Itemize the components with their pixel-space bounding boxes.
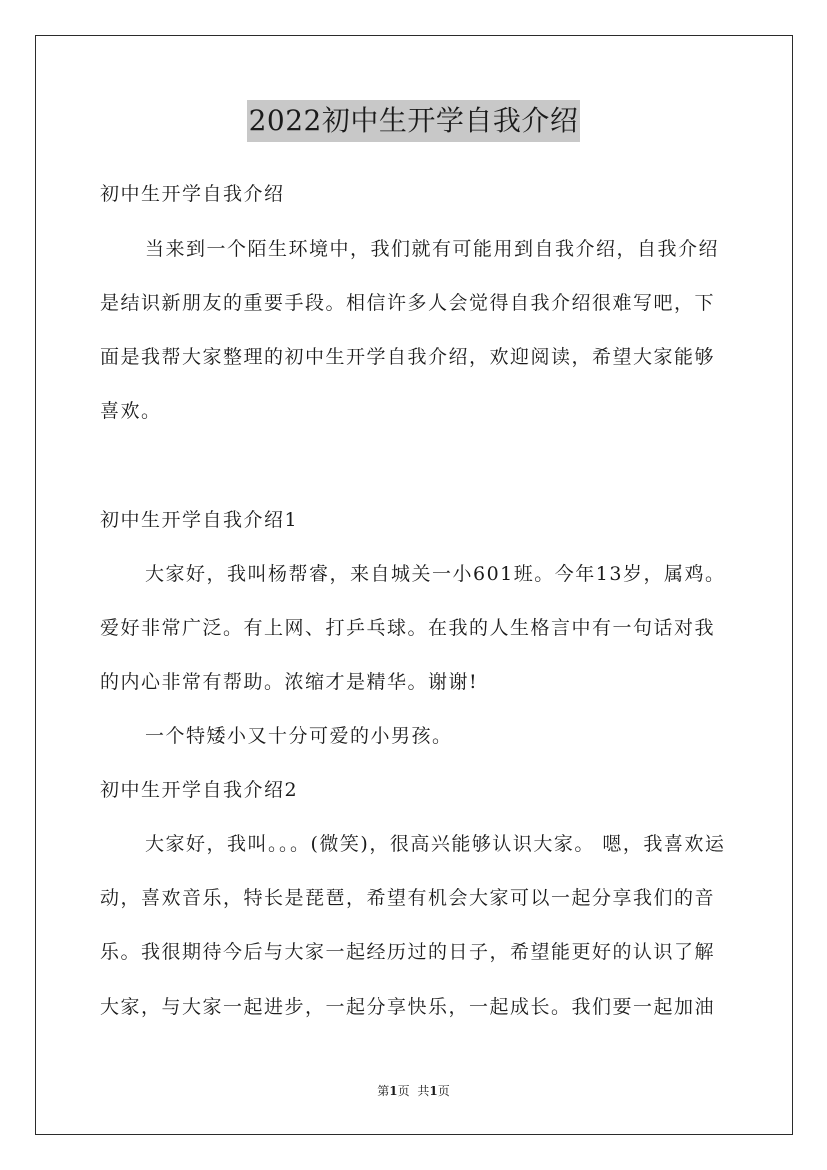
- paragraph-line: 面是我帮大家整理的初中生开学自我介绍，欢迎阅读，希望大家能够: [100, 346, 716, 368]
- section-heading-intro: 初中生开学自我介绍: [100, 183, 285, 205]
- total-number: 1: [429, 1084, 438, 1098]
- paragraph-line: 是结识新朋友的重要手段。相信许多人会觉得自我介绍很难写吧，下: [100, 292, 716, 314]
- paragraph-line: 一个特矮小又十分可爱的小男孩。: [145, 725, 453, 747]
- paragraph-line: 大家，与大家一起进步，一起分享快乐，一起成长。我们要一起加油: [100, 996, 716, 1018]
- title-container: [0, 100, 827, 142]
- document-title: 2022初中生开学自我介绍: [247, 100, 581, 142]
- paragraph-line: 的内心非常有帮助。浓缩才是精华。谢谢!: [100, 671, 479, 693]
- paragraph-line: 大家好，我叫杨帮睿，来自城关一小601班。今年13岁，属鸡。: [145, 563, 726, 585]
- paragraph-line: 乐。我很期待今后与大家一起经历过的日子，希望能更好的认识了解: [100, 941, 716, 963]
- paragraph-line: 当来到一个陌生环境中，我们就有可能用到自我介绍，自我介绍: [145, 238, 720, 260]
- section-heading-2: 初中生开学自我介绍2: [100, 779, 299, 801]
- section-heading-1: 初中生开学自我介绍1: [100, 509, 299, 531]
- page-footer: [0, 1083, 827, 1099]
- paragraph-line: 爱好非常广泛。有上网、打乒乓球。在我的人生格言中有一句话对我: [100, 617, 716, 639]
- page-number: 1: [389, 1084, 398, 1098]
- page-prefix: 第: [377, 1084, 390, 1098]
- paragraph-line: 动，喜欢音乐，特长是琵琶，希望有机会大家可以一起分享我们的音: [100, 887, 716, 909]
- paragraph-line: 喜欢。: [100, 400, 162, 422]
- total-suffix: 页: [437, 1084, 450, 1098]
- page-suffix: 页: [397, 1084, 410, 1098]
- paragraph-line: 大家好，我叫。。。(微笑)，很高兴能够认识大家。 嗯，我喜欢运: [145, 833, 726, 855]
- total-prefix: 共: [417, 1084, 430, 1098]
